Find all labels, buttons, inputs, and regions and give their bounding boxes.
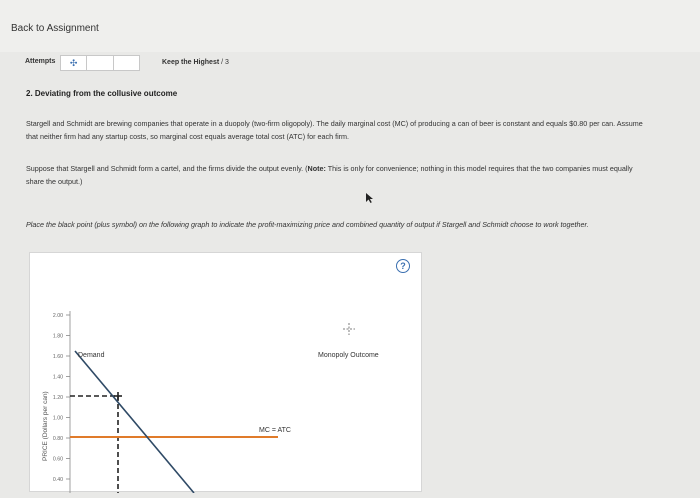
y-tick-label: 1.00	[52, 415, 63, 422]
keep-highest-text: Keep the Highest	[162, 59, 220, 66]
graph-svg	[30, 253, 423, 493]
para2-note: Note:	[307, 164, 326, 173]
question-paragraph-1: Stargell and Schmidt are brewing companies that operate in a duopoly (two-firm oligopoly). The daily marginal cost (MC) of producing a can of beer is constant and equals $0.80 per can. Assume that neither firm had any startup costs, so marginal cost equals average total cost (ATC) for each firm.	[26, 119, 643, 141]
mc-atc-label: MC = ATC	[259, 427, 291, 434]
y-tick-label: 0.60	[52, 456, 63, 463]
demand-curve	[75, 351, 194, 493]
attempt-slot	[87, 56, 113, 70]
y-axis-label: PRICE (Dollars per can)	[42, 391, 49, 461]
keep-highest-value: / 3	[221, 59, 229, 66]
mouse-cursor-icon	[366, 193, 374, 203]
y-tick-label: 1.40	[52, 374, 63, 381]
demand-label: Demand	[78, 352, 105, 359]
help-icon[interactable]: ?	[396, 259, 410, 273]
y-tick-label: 0.80	[52, 436, 63, 442]
y-ticks	[53, 313, 70, 483]
keep-highest-label	[162, 59, 229, 66]
top-bar	[0, 0, 700, 52]
monopoly-outcome-plus-icon[interactable]	[343, 323, 355, 335]
graph-instruction: Place the black point (plus symbol) on the following graph to indicate the profit-maximizing price and combined quantity of output if Stargell and Schmidt choose to work together.	[26, 220, 589, 229]
question-title: 2. Deviating from the collusive outcome	[26, 89, 178, 98]
graph-panel	[29, 252, 422, 492]
y-tick-label: 1.60	[52, 354, 63, 360]
question-paragraph-2	[26, 162, 646, 188]
attempts-label: Attempts	[25, 58, 56, 65]
monopoly-outcome-label: Monopoly Outcome	[318, 352, 379, 359]
para2-post: This is only for convenience; nothing in this model requires that the two companies must equally share the output.)	[26, 164, 633, 186]
y-tick-label: 1.20	[52, 395, 63, 401]
y-tick-label: 1.80	[52, 333, 63, 340]
para2-pre: Suppose that Stargell and Schmidt form a cartel, and the firms divide the output evenly. (	[26, 164, 308, 173]
y-tick-label: 0.40	[52, 477, 63, 483]
attempts-spinner-icon: ✣	[61, 56, 87, 70]
attempt-slot	[114, 56, 139, 70]
back-to-assignment-link[interactable]: Back to Assignment	[11, 23, 99, 34]
y-tick-label: 2.00	[52, 313, 63, 319]
attempts-indicator	[60, 55, 140, 71]
